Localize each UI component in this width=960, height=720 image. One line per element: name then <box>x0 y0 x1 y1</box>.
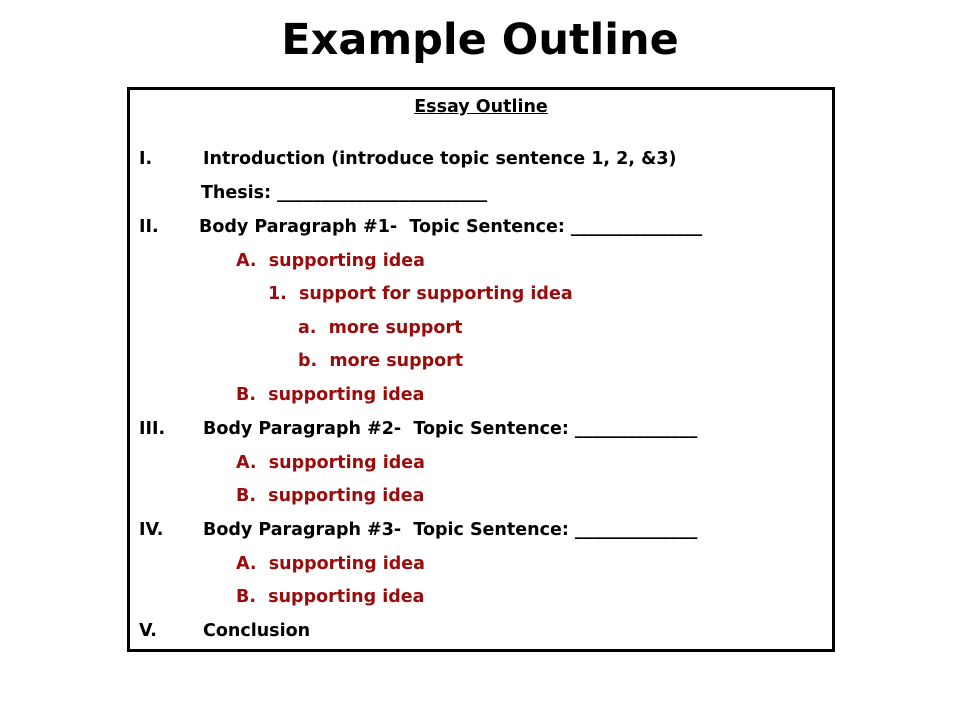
sub-item: B. supporting idea <box>236 385 425 405</box>
thesis-line: Thesis: ________________________ <box>201 183 488 203</box>
sub-item: B. supporting idea <box>236 486 425 506</box>
sub-sub-item: 1. support for supporting idea <box>268 284 573 304</box>
page-title: Example Outline <box>281 15 679 65</box>
sub-item: A. supporting idea <box>236 251 425 271</box>
roman-numeral: III. <box>139 419 166 439</box>
outline-item-label: Body Paragraph #1- Topic Sentence: _______________ <box>199 217 703 237</box>
sub-item: A. supporting idea <box>236 554 425 574</box>
sub-item: A. supporting idea <box>236 453 425 473</box>
sub-sub-sub-item: b. more support <box>298 351 464 371</box>
roman-numeral: I. <box>139 149 153 169</box>
sub-item: B. supporting idea <box>236 587 425 607</box>
roman-numeral: IV. <box>139 520 164 540</box>
outline-item-label: Conclusion <box>203 621 311 641</box>
roman-numeral: V. <box>139 621 157 641</box>
outline-item-label: Introduction (introduce topic sentence 1, 2, &3) <box>203 149 677 169</box>
outline-item-label: Body Paragraph #2- Topic Sentence: ______________ <box>203 419 698 439</box>
roman-numeral: II. <box>139 217 159 237</box>
sub-sub-sub-item: a. more support <box>298 318 463 338</box>
outline-box <box>127 87 835 652</box>
outline-item-label: Body Paragraph #3- Topic Sentence: ______________ <box>203 520 698 540</box>
outline-heading: Essay Outline <box>414 97 548 117</box>
